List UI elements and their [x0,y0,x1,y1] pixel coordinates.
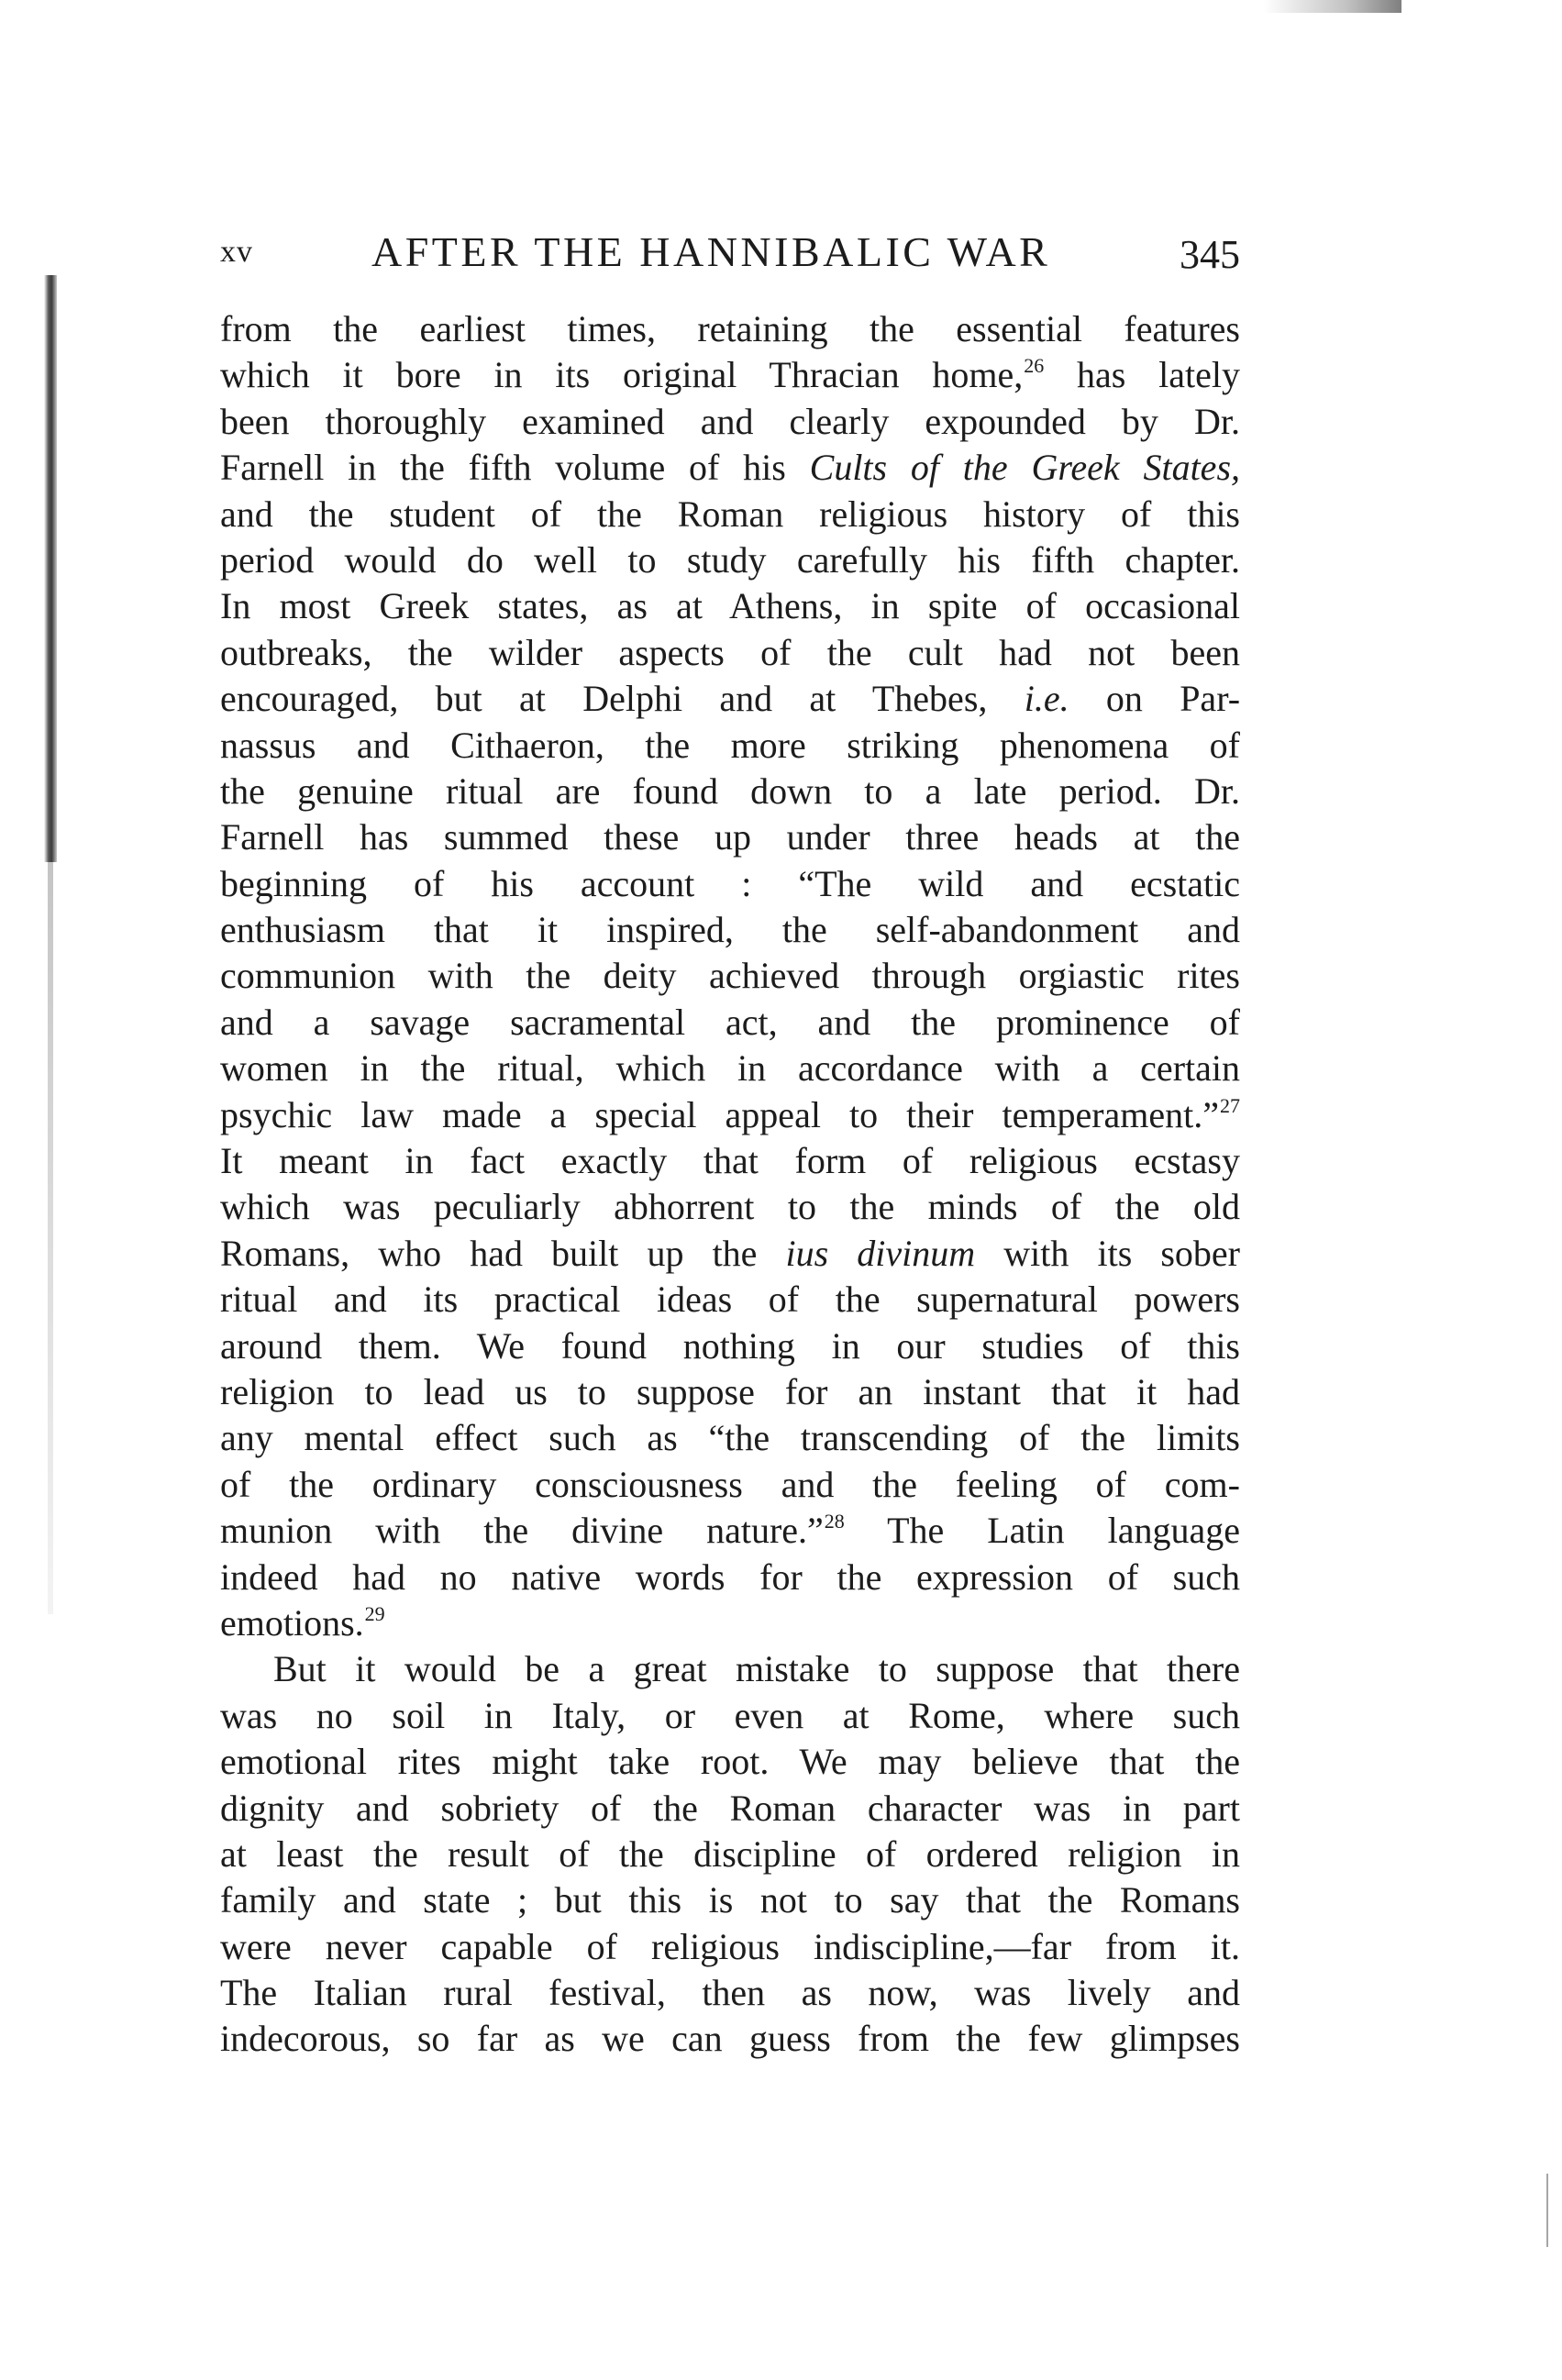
text-line: family and state ; but this is not to say that the Romans [220,1879,1240,1921]
text-line: around them. We found nothing in our studies of this [220,1324,1240,1367]
text-line: religion to lead us to suppose for an instant that it had [220,1370,1240,1412]
text-line: Romans, who had built up the ius divinum with its sober [220,1232,1240,1274]
footnote-ref: 29 [364,1601,385,1625]
text-line: any mental effect such as “the transcending of the limits [220,1417,1240,1459]
text-line: munion with the divine nature.”$^{28}$ The Latin language [220,1510,1240,1552]
text-line: dignity and sobriety of the Roman character was in part [220,1787,1240,1829]
scan-corner-mark [1264,0,1401,13]
text-line: In most Greek states, as at Athens, in spite of occasional [220,585,1240,627]
text-line: of the ordinary consciousness and the feeling of com- [220,1463,1240,1505]
text-line: Farnell in the fifth volume of his Cults of the Greek States, [220,447,1241,489]
text-line: ritual and its practical ideas of the supernatural powers [220,1279,1240,1321]
text-line: and the student of the Roman religious history of this [220,493,1240,535]
text-line: nassus and Cithaeron, the more striking phenomena of [220,724,1240,766]
text-line: indeed had no native words for the expression of such [220,1555,1240,1598]
text-line: psychic law made a special appeal to their temperament.”$^{27}$ [220,1093,1240,1135]
binding-shadow [44,275,57,862]
text-line: which it bore in its original Thracian home,$^{26}$ has lately [220,354,1240,396]
binding-shadow-lower [48,862,53,1614]
text-line: Farnell has summed these up under three heads at the [220,816,1240,858]
text-line: emotional rites might take root. We may believe that the [220,1741,1240,1783]
text-line: enthusiasm that it inspired, the self-abandonment and [220,909,1240,951]
text-line: were never capable of religious indiscipline,—far from it. [220,1925,1240,1967]
footnote-ref: 27 [1220,1093,1240,1117]
text-line: communion with the deity achieved through orgiastic rites [220,955,1240,997]
chapter-number: xv [220,235,253,269]
text-line: period would do well to study carefully his fifth chapter. [220,538,1240,581]
text-line: beginning of his account : “The wild and ecstatic [220,862,1240,904]
text-line: been thoroughly examined and clearly expounded by Dr. [220,400,1240,442]
text-line: emotions.$^{29}$ [220,1601,385,1644]
body-text [220,306,1240,2063]
text-line: outbreaks, the wilder aspects of the cult had not been [220,631,1240,673]
running-title: AFTER THE HANNIBALIC WAR [371,228,1051,275]
page-header [220,227,1240,282]
book-title: Cults of the Greek States, [809,447,1241,489]
text-line: was no soil in Italy, or even at Rome, where such [220,1694,1240,1736]
text-line: indecorous, so far as we can guess from the few glimpses [220,2018,1240,2060]
paragraph-start: But it would be a great mistake to suppose that there [273,1648,1240,1690]
text-line: It meant in fact exactly that form of religious ecstasy [220,1140,1240,1182]
text-line: women in the ritual, which in accordance with a certain [220,1047,1240,1090]
text-line: from the earliest times, retaining the essential features [220,308,1240,349]
text-line: encouraged, but at Delphi and at Thebes, i.e. on Par- [220,678,1241,720]
text-line: the genuine ritual are found down to a late period. Dr. [220,769,1240,812]
text-line: The Italian rural festival, then as now, was lively and [220,1972,1240,2014]
footnote-ref: 28 [824,1510,845,1533]
text-line: at least the result of the discipline of ordered religion in [220,1832,1240,1875]
scan-edge-tick [1546,2174,1548,2247]
text-line: and a savage sacramental act, and the prominence of [220,1001,1240,1043]
page-number: 345 [1180,232,1240,277]
text-line: which was peculiarly abhorrent to the minds of the old [220,1186,1240,1228]
footnote-ref: 26 [1024,354,1045,378]
